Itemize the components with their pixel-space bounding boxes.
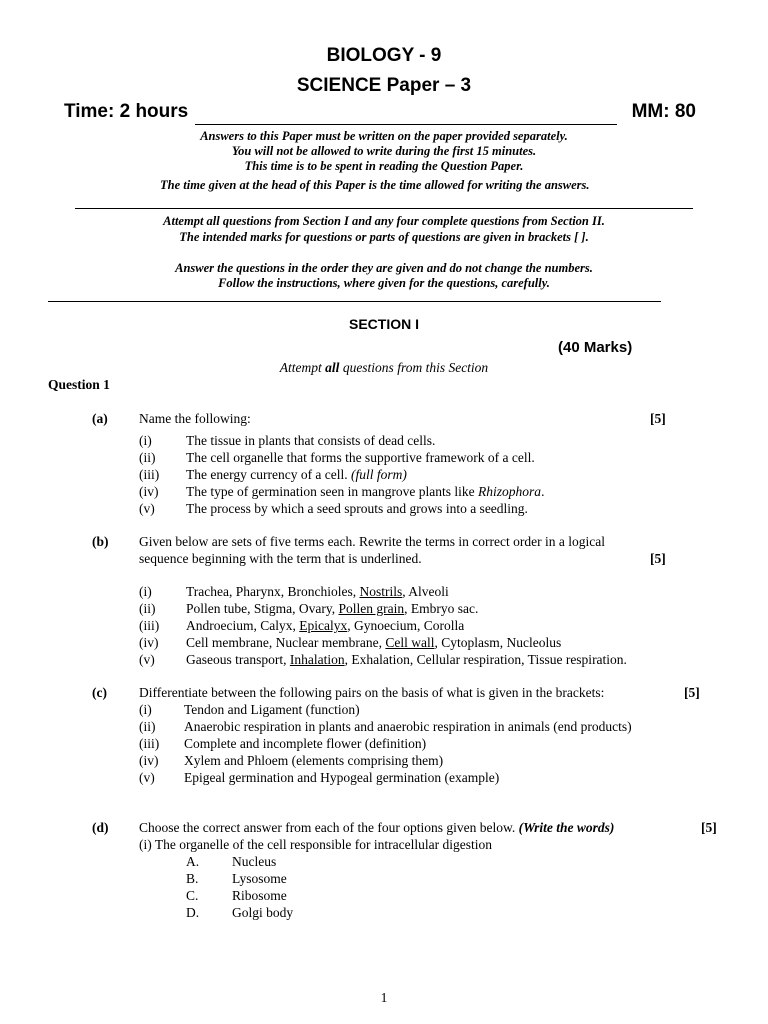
list-item: Pollen tube, Stigma, Ovary, Pollen grain, Embryo sac.	[186, 601, 479, 616]
section-title: SECTION I	[348, 316, 419, 332]
instruction-line: Answers to this Paper must be written on the paper provided separately.	[200, 129, 568, 143]
marks-badge: [5]	[684, 685, 700, 700]
option-text: Golgi body	[232, 905, 294, 920]
item-num: (ii)	[139, 450, 156, 465]
part-label: (a)	[92, 411, 108, 426]
part-a-prompt: Name the following:	[139, 411, 251, 426]
item-num: (i)	[139, 702, 152, 717]
time-label: Time: 2 hours	[64, 101, 189, 122]
option-letter: B.	[186, 871, 199, 886]
item-num: (iii)	[139, 736, 160, 751]
list-item: The type of germination seen in mangrove plants like Rhizophora.	[186, 484, 545, 499]
part-label: (b)	[92, 534, 109, 549]
sub-question: (i) The organelle of the cell responsible for intracellular digestion	[139, 837, 493, 852]
option-letter: D.	[186, 905, 200, 920]
instruction-line: The time given at the head of this Paper is the time allowed for writing the answers.	[160, 178, 590, 192]
part-label: (d)	[92, 820, 109, 835]
part-d-prompt: Choose the correct answer from each of the four options given below. (Write the words)	[139, 820, 615, 835]
list-item: Epigeal germination and Hypogeal germination (example)	[184, 770, 500, 785]
marks-badge: [5]	[701, 820, 717, 835]
list-item: Tendon and Ligament (function)	[184, 702, 360, 717]
max-marks-label: MM: 80	[631, 101, 696, 122]
item-num: (iii)	[139, 618, 160, 633]
section-marks: (40 Marks)	[558, 339, 633, 356]
list-item: The process by which a seed sprouts and grows into a seedling.	[186, 501, 528, 516]
item-num: (iv)	[139, 753, 159, 768]
divider-line	[48, 301, 661, 302]
paper-subtitle: SCIENCE Paper – 3	[296, 75, 472, 96]
list-item: Xylem and Phloem (elements comprising them)	[184, 753, 444, 768]
instruction-line: This time is to be spent in reading the Question Paper.	[244, 159, 524, 173]
option-text: Ribosome	[232, 888, 287, 903]
part-c-prompt: Differentiate between the following pairs on the basis of what is given in the brackets:	[139, 685, 605, 700]
list-item: The tissue in plants that consists of dead cells.	[186, 433, 436, 448]
instruction-line: Attempt all questions from Section I and any four complete questions from Section II.	[163, 214, 605, 228]
item-num: (i)	[139, 433, 152, 448]
title-underline	[195, 124, 617, 125]
item-num: (ii)	[139, 719, 156, 734]
paper-title: BIOLOGY - 9	[326, 45, 442, 66]
list-item: Complete and incomplete flower (definition)	[184, 736, 427, 751]
item-num: (iii)	[139, 467, 160, 482]
question-label: Question 1	[48, 377, 110, 392]
part-b-prompt: sequence beginning with the term that is underlined.	[139, 551, 422, 566]
list-item: Trachea, Pharynx, Bronchioles, Nostrils, Alveoli	[186, 584, 449, 599]
list-item: Anaerobic respiration in plants and anaerobic respiration in animals (end products)	[184, 719, 632, 734]
item-num: (iv)	[139, 635, 159, 650]
item-num: (ii)	[139, 601, 156, 616]
item-num: (iv)	[139, 484, 159, 499]
item-num: (v)	[139, 501, 155, 516]
option-letter: A.	[186, 854, 200, 869]
list-item: Androecium, Calyx, Epicalyx, Gynoecium, Corolla	[186, 618, 465, 633]
item-num: (i)	[139, 584, 152, 599]
section-note: Attempt all questions from this Section	[279, 360, 489, 375]
marks-badge: [5]	[650, 551, 666, 566]
list-item: Cell membrane, Nuclear membrane, Cell wall, Cytoplasm, Nucleolus	[186, 635, 562, 650]
instruction-line: Answer the questions in the order they are given and do not change the numbers.	[175, 261, 593, 275]
part-label: (c)	[92, 685, 107, 700]
list-item: The energy currency of a cell. (full form)	[186, 467, 407, 482]
part-b-prompt: Given below are sets of five terms each. Rewrite the terms in correct order in a logical	[139, 534, 605, 549]
instruction-line: Follow the instructions, where given for the questions, carefully.	[218, 276, 550, 290]
option-text: Lysosome	[232, 871, 287, 886]
item-num: (v)	[139, 652, 155, 667]
instruction-line: The intended marks for questions or parts of questions are given in brackets [ ].	[179, 230, 589, 244]
option-letter: C.	[186, 888, 199, 903]
marks-badge: [5]	[650, 411, 666, 426]
item-num: (v)	[139, 770, 155, 785]
list-item: The cell organelle that forms the supportive framework of a cell.	[186, 450, 535, 465]
divider-line	[75, 208, 693, 209]
instruction-line: You will not be allowed to write during the first 15 minutes.	[231, 144, 537, 158]
list-item: Gaseous transport, Inhalation, Exhalation, Cellular respiration, Tissue respiration.	[186, 652, 627, 667]
option-text: Nucleus	[232, 854, 277, 869]
page-number: 1	[380, 990, 388, 1005]
